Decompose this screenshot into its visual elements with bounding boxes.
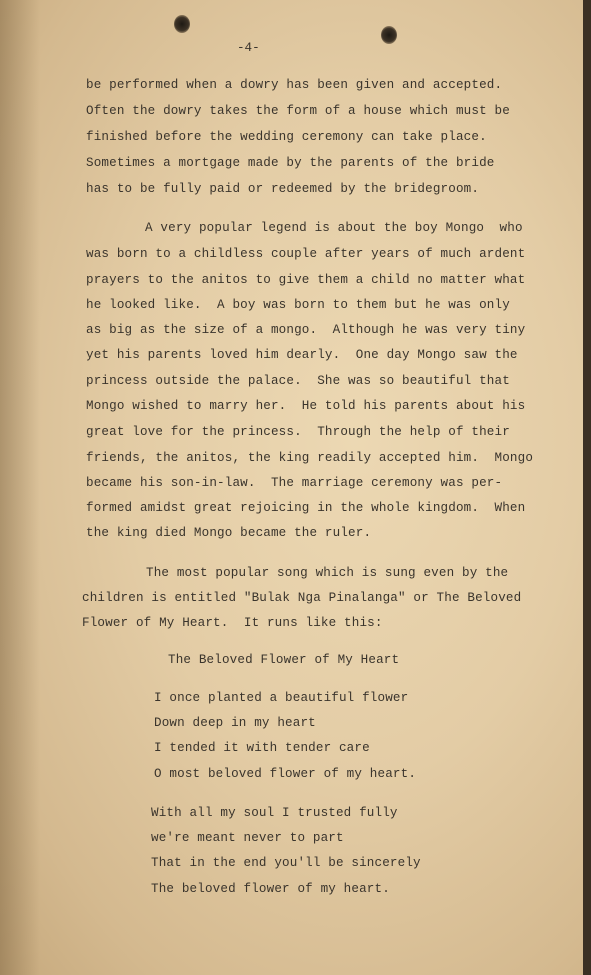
page-number: -4- [237, 41, 260, 55]
punch-hole-right [381, 26, 397, 44]
para2-line-7: princess outside the palace. She was so beautiful that [86, 374, 510, 388]
para3-line-2: children is entitled "Bulak Nga Pinalanga" or The Beloved [82, 591, 522, 605]
para2-line-6: yet his parents loved him dearly. One day Mongo saw the [86, 348, 518, 362]
para2-line-9: great love for the princess. Through the help of their [86, 425, 510, 439]
stanza1-line-1: I once planted a beautiful flower [154, 691, 409, 705]
para1-line-1: be performed when a dowry has been given and accepted. [86, 78, 503, 92]
para2-line-3: prayers to the anitos to give them a child no matter what [86, 273, 526, 287]
para2-line-12: formed amidst great rejoicing in the whole kingdom. When [86, 501, 526, 515]
para1-line-2: Often the dowry takes the form of a house which must be [86, 104, 510, 118]
stanza1-line-2: Down deep in my heart [154, 716, 316, 730]
page-shadow [0, 0, 40, 975]
para3-line-1: The most popular song which is sung even by the [146, 566, 509, 580]
stanza1-line-3: I tended it with tender care [154, 741, 370, 755]
stanza2-line-1: With all my soul I trusted fully [151, 806, 398, 820]
song-title: The Beloved Flower of My Heart [168, 653, 400, 667]
stanza2-line-4: The beloved flower of my heart. [151, 882, 390, 896]
para2-line-1: A very popular legend is about the boy Mongo who [145, 221, 523, 235]
stanza2-line-2: we're meant never to part [151, 831, 344, 845]
para2-line-13: the king died Mongo became the ruler. [86, 526, 372, 540]
page-edge [583, 0, 591, 975]
punch-hole-left [174, 15, 190, 33]
para1-line-4: Sometimes a mortgage made by the parents of the bride [86, 156, 495, 170]
para2-line-4: he looked like. A boy was born to them but he was only [86, 298, 510, 312]
para3-line-3: Flower of My Heart. It runs like this: [82, 616, 383, 630]
para2-line-8: Mongo wished to marry her. He told his parents about his [86, 399, 526, 413]
stanza2-line-3: That in the end you'll be sincerely [151, 856, 421, 870]
para1-line-3: finished before the wedding ceremony can take place. [86, 130, 487, 144]
para2-line-5: as big as the size of a mongo. Although he was very tiny [86, 323, 526, 337]
para2-line-10: friends, the anitos, the king readily accepted him. Mongo [86, 451, 534, 465]
para2-line-2: was born to a childless couple after years of much ardent [86, 247, 526, 261]
stanza1-line-4: O most beloved flower of my heart. [154, 767, 417, 781]
para1-line-5: has to be fully paid or redeemed by the bridegroom. [86, 182, 480, 196]
para2-line-11: became his son-in-law. The marriage ceremony was per- [86, 476, 503, 490]
